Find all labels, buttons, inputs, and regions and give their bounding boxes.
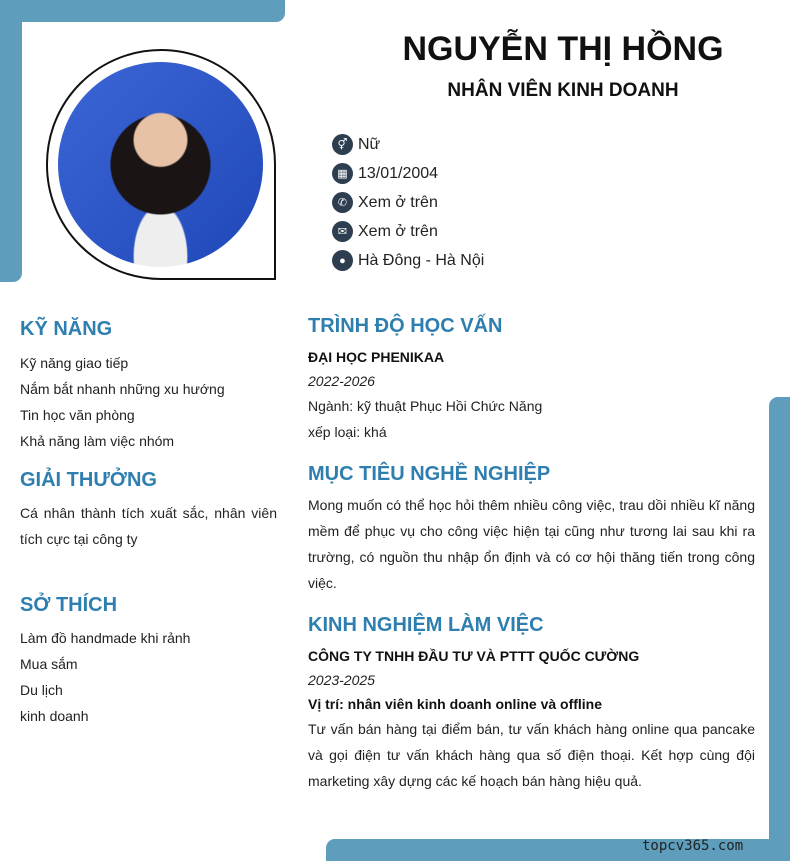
candidate-name: NGUYỄN THỊ HỒNG: [402, 30, 724, 68]
contact-address: [332, 246, 484, 275]
experience-title: KINH NGHIỆM LÀM VIỆC: [308, 614, 544, 636]
skills-section: [20, 318, 277, 454]
objective-title: MỤC TIÊU NGHỀ NGHIỆP: [308, 463, 551, 485]
awards-title: GIẢI THƯỞNG: [20, 469, 157, 491]
calendar-icon: ▦: [332, 163, 353, 184]
contact-phone: [332, 188, 484, 217]
contact-gender-text: Nữ: [358, 135, 381, 153]
contact-email: [332, 217, 484, 246]
skill-item: Kỹ năng giao tiếp: [20, 355, 129, 371]
experience-role: Vị trí: nhân viên kinh doanh online và offline: [308, 696, 603, 712]
experience-period: 2023-2025: [308, 672, 375, 688]
education-major: Ngành: kỹ thuật Phục Hồi Chức Năng: [308, 398, 543, 414]
experience-description: Tư vấn bán hàng tại điểm bán, tư vấn khách hàng online qua pancake và gọi điện tư vấn khách hàng qua số điện thoại. Kết hợp cùng đội marketing xây dựng các kế hoạch bán hàng hiệu quả.: [308, 721, 755, 789]
profile-photo: [58, 62, 263, 267]
education-title: TRÌNH ĐỘ HỌC VẤN: [308, 315, 503, 337]
education-period: 2022-2026: [308, 373, 375, 389]
hobby-item: Mua sắm: [20, 656, 78, 672]
decorative-bar-left: [0, 0, 22, 282]
education-grade: xếp loại: khá: [308, 424, 387, 440]
awards-text: Cá nhân thành tích xuất sắc, nhân viên tích cực tại công ty: [20, 505, 277, 547]
gender-icon: ⚥: [332, 134, 353, 155]
job-position: NHÂN VIÊN KINH DOANH: [447, 80, 679, 101]
email-icon: ✉: [332, 221, 353, 242]
contact-email-text: Xem ở trên: [358, 222, 438, 240]
experience-section: [308, 614, 755, 794]
objective-section: [308, 463, 755, 596]
skills-title: KỸ NĂNG: [20, 318, 113, 340]
hobby-item: kinh doanh: [20, 708, 89, 724]
objective-text: Mong muốn có thể học hỏi thêm nhiều công việc, trau dồi nhiều kĩ năng mềm để phục vụ cho công việc hiện tại cũng như tương lai sau khi ra trường, có nguồn thu nhập ổn định và có cơ hội thăng tiến trong công việc.: [308, 497, 755, 591]
phone-icon: ✆: [332, 192, 353, 213]
skill-item: Khả năng làm việc nhóm: [20, 433, 175, 449]
skill-item: Tin học văn phòng: [20, 407, 135, 423]
hobbies-title: SỞ THÍCH: [20, 594, 118, 616]
education-section: [308, 315, 755, 445]
decorative-bar-right: [769, 397, 790, 861]
contact-gender: [332, 130, 484, 159]
contact-info: [332, 130, 484, 275]
decorative-bar-top: [0, 0, 285, 22]
contact-address-text: Hà Đông - Hà Nội: [358, 251, 485, 269]
experience-company: CÔNG TY TNHH ĐẦU TƯ VÀ PTTT QUỐC CƯỜNG: [308, 648, 640, 664]
hobby-item: Du lịch: [20, 682, 63, 698]
location-icon: ●: [332, 250, 353, 271]
skill-item: Nắm bắt nhanh những xu hướng: [20, 381, 225, 397]
contact-birthday: [332, 159, 484, 188]
education-school: ĐẠI HỌC PHENIKAA: [308, 349, 445, 365]
watermark: topcv365.com: [642, 838, 744, 854]
awards-section: [20, 469, 277, 552]
hobby-item: Làm đồ handmade khi rảnh: [20, 630, 191, 646]
contact-phone-text: Xem ở trên: [358, 193, 438, 211]
contact-birthday-text: 13/01/2004: [358, 164, 439, 182]
hobbies-section: [20, 594, 277, 729]
